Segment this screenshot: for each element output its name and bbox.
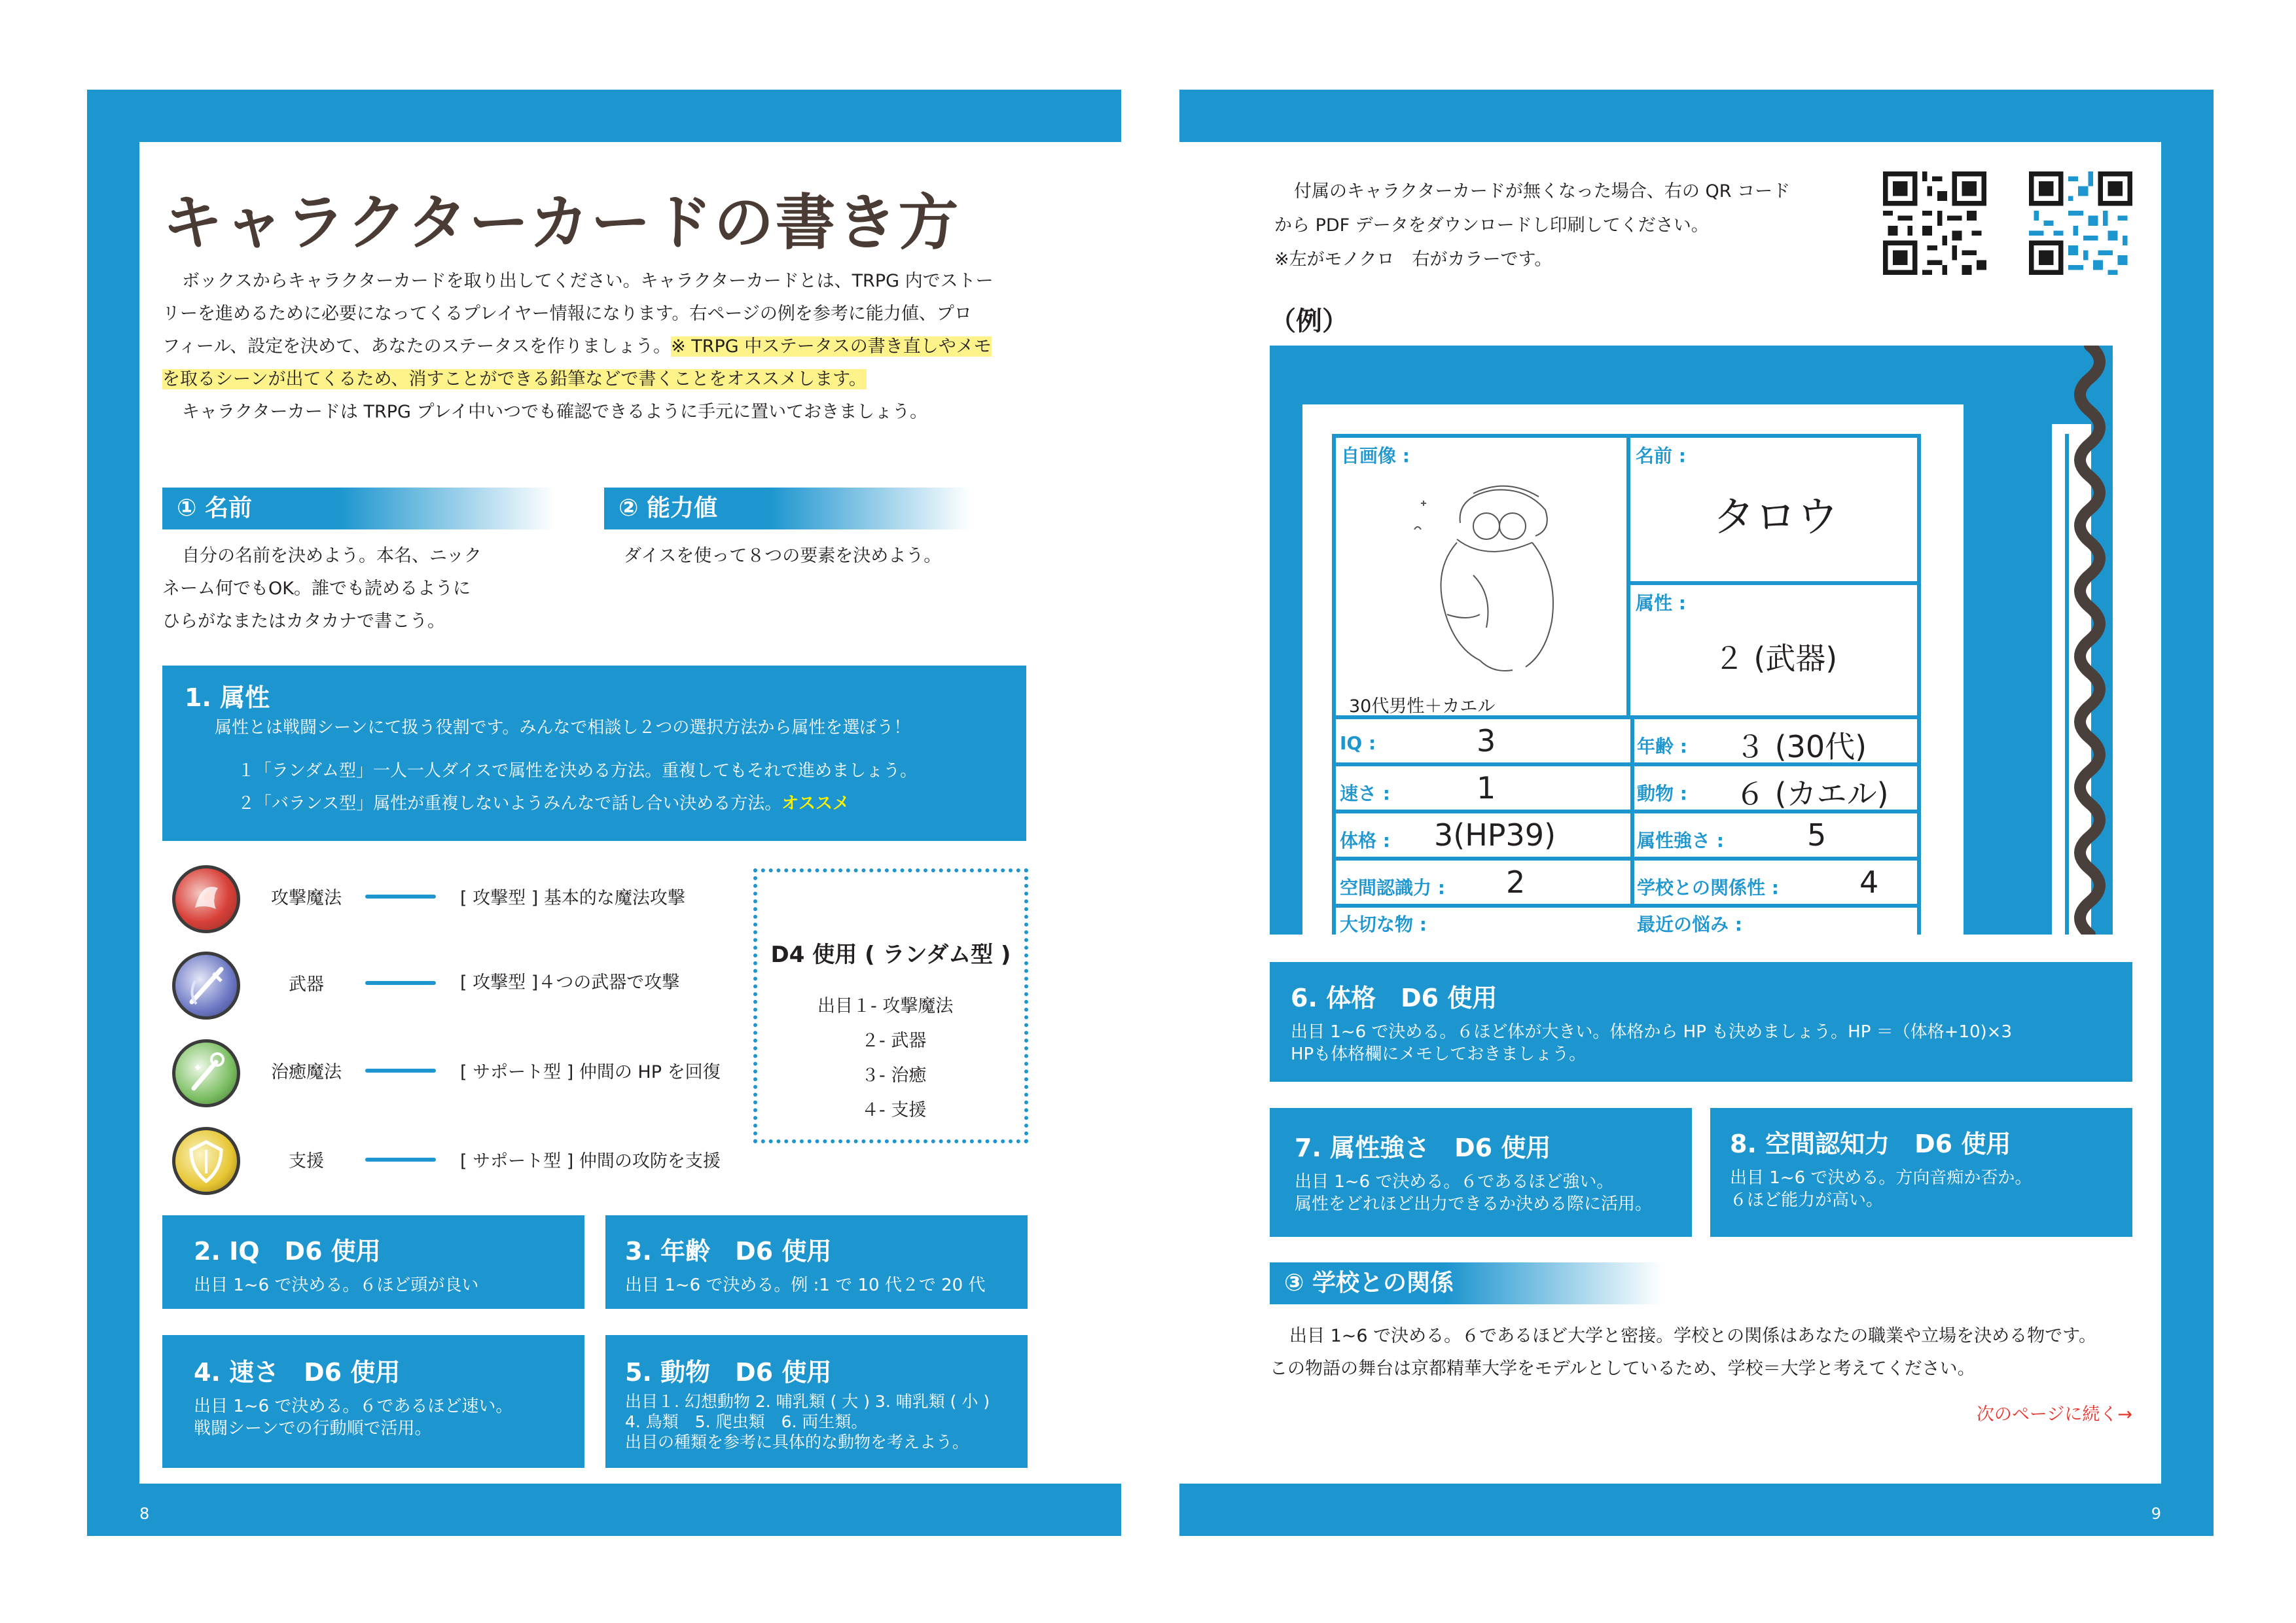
body-heading: 6. 体格 D6 使用 <box>1291 984 1498 1012</box>
page-title: キャラクターカードの書き方 <box>162 188 960 258</box>
name-line-3: ひらがなまたはカタカナで書こう。 <box>162 611 445 632</box>
age-heading: 3. 年齢 D6 使用 <box>625 1237 832 1266</box>
attrstr-label: 属性強さ : <box>1637 830 1724 851</box>
d4-result-2: ２- 武器 <box>861 1031 927 1051</box>
iq-text: 出目 1~6 で決める。６ほど頭が良い <box>194 1275 479 1295</box>
body-line-2: HPも体格欄にメモしておきましょう。 <box>1291 1044 1587 1064</box>
important-item-label: 大切な物 : <box>1340 914 1427 935</box>
body-box <box>1270 962 2132 1082</box>
space-line-2: ６ほど能力が高い。 <box>1730 1190 1884 1210</box>
attribute-box-line-1: 属性とは戦闘シーンにて扱う役割です。みんなで相談し２つの選択方法から属性を選ぼう！ <box>215 718 911 738</box>
attribute-desc-support: [ サポート型 ] 仲間の攻防を支援 <box>460 1151 721 1171</box>
d4-results <box>817 989 953 1128</box>
page-number-right: 9 <box>2151 1505 2161 1523</box>
connector-line <box>365 981 436 985</box>
animal-line-2: 4. 鳥類 5. 爬虫類 6. 両生類。 <box>625 1412 868 1431</box>
wavy-binding-icon <box>2067 346 2113 935</box>
attrstr-box <box>1270 1108 1692 1237</box>
grid-divider <box>1630 766 1634 813</box>
qr-line-3: ※左がモノクロ 右がカラーです。 <box>1274 249 1552 270</box>
grid-divider <box>1630 813 1634 861</box>
age-box <box>605 1215 1028 1309</box>
attack-magic-icon <box>172 865 240 933</box>
speed-box <box>162 1335 584 1468</box>
intro-line-3-plain: フィール、設定を決めて、あなたのステータスを作りましょう。 <box>162 336 672 357</box>
right-page <box>1179 90 2214 1536</box>
space-heading: 8. 空間認知力 D6 使用 <box>1730 1130 2011 1158</box>
name-value: タロウ <box>1713 493 1839 542</box>
animal-line-1: 出目１. 幻想動物 2. 哺乳類 ( 大 ) 3. 哺乳類 ( 小 ) <box>625 1392 990 1411</box>
speed-heading: 4. 速さ D6 使用 <box>194 1358 401 1387</box>
grid-divider <box>1630 719 1634 766</box>
space-box <box>1710 1108 2132 1237</box>
recent-worry-label: 最近の悩み : <box>1637 914 1742 935</box>
intro-line-5: キャラクターカードは TRPG プレイ中いつでも確認できるように手元に置いておきましょう。 <box>182 402 928 422</box>
body-line-1: 出目 1~6 で決める。６ほど体が大きい。体格から HP も決めましょう。HP ＝（体格+10)×3 <box>1291 1022 2012 1042</box>
school-value: 4 <box>1859 865 1879 900</box>
animal-value: ６ (カエル) <box>1735 776 1889 812</box>
qr-line-2: から PDF データをダウンロードし印刷してください。 <box>1274 215 1709 236</box>
body-label: 体格 : <box>1340 830 1390 851</box>
school-line-2: この物語の舞台は京都精華大学をモデルとしているため、学校＝大学と考えてください。 <box>1270 1359 1975 1379</box>
card-row-speed-animal <box>1336 766 1921 813</box>
attrstr-value: 5 <box>1807 817 1827 853</box>
age-label: 年齢 : <box>1637 736 1687 757</box>
school-line-1: 出目 1~6 で決める。６であるほど大学と密接。学校との関係はあなたの職業や立場を決める物です。 <box>1289 1326 2096 1346</box>
example-character-card <box>1270 346 2113 935</box>
iq-value: 3 <box>1477 723 1496 758</box>
left-page-content <box>139 142 1121 1484</box>
space-value: 2 <box>1506 865 1526 900</box>
iq-label: IQ : <box>1340 732 1376 754</box>
space-line-1: 出目 1~6 で決める。方向音痴か否か。 <box>1730 1168 2032 1188</box>
frog-portrait-icon <box>1395 464 1591 687</box>
intro-highlight-1: ※ TRPG 中ステータスの書き直しやメモ <box>671 336 992 357</box>
attribute-list <box>162 865 738 1219</box>
school-section-heading: ③ 学校との関係 <box>1270 1262 1662 1304</box>
name-cell <box>1630 438 1921 585</box>
connector-line <box>365 1158 436 1162</box>
name-line-1: 自分の名前を決めよう。本名、ニック <box>182 546 482 566</box>
portrait-cell <box>1336 438 1630 719</box>
name-line-2: ネーム何でもOK。誰でも読めるように <box>162 579 471 599</box>
ability-section-heading: ② 能力値 <box>604 488 971 529</box>
qr-instructions <box>1274 175 1929 277</box>
card-grid <box>1332 434 1921 935</box>
attribute-box-line-3-plain: ２「バランス型」属性が重複しないようみんなで話し合い決める方法。 <box>238 794 782 813</box>
attr-label: 属性 : <box>1636 592 1686 614</box>
support-icon <box>172 1127 240 1195</box>
iq-heading: 2. IQ D6 使用 <box>194 1237 381 1266</box>
speed-value: 1 <box>1477 770 1496 806</box>
attribute-desc-attack-magic: [ 攻撃型 ] 基本的な魔法攻撃 <box>460 888 685 908</box>
qr-line-1: 付属のキャラクターカードが無くなった場合、右の QR コード <box>1294 181 1791 202</box>
space-label: 空間認識力 : <box>1340 877 1445 899</box>
intro-text <box>162 265 1105 429</box>
recommend-emphasis: オススメ <box>781 794 850 813</box>
name-section-heading: ① 名前 <box>162 488 555 529</box>
iq-box <box>162 1215 584 1309</box>
attrstr-heading: 7. 属性強さ D6 使用 <box>1295 1133 1551 1162</box>
animal-box <box>605 1335 1028 1468</box>
school-label: 学校との関係性 : <box>1637 877 1779 899</box>
age-value: ３ (30代) <box>1735 729 1867 764</box>
speed-line-2: 戦闘シーンでの行動順で活用。 <box>194 1419 432 1438</box>
portrait-caption: 30代男性＋カエル <box>1349 696 1496 717</box>
intro-line-2: リーを進めるために必要になってくるプレイヤー情報になります。右ページの例を参考に能力値、プロ <box>162 304 972 324</box>
speed-label: 速さ : <box>1340 783 1390 804</box>
page-number-left: 8 <box>139 1505 150 1523</box>
school-section-text <box>1270 1320 2134 1385</box>
attribute-desc-heal-magic: [ サポート型 ] 仲間の HP を回復 <box>460 1062 721 1082</box>
attribute-name-weapon: 武器 <box>289 974 324 995</box>
weapon-icon <box>172 952 240 1020</box>
d4-heading: D4 使用 ( ランダム型 ) <box>770 942 1011 968</box>
example-label: （例） <box>1270 306 1348 336</box>
attribute-box-line-2: １「ランダム型」一人一人ダイスで属性を決める方法。重複してもそれで進めましょう。 <box>238 761 918 781</box>
body-value: 3(HP39) <box>1434 817 1556 853</box>
attribute-desc-weapon: [ 攻撃型 ]４つの武器で攻撃 <box>460 972 680 993</box>
heal-magic-icon <box>172 1039 240 1107</box>
animal-label: 動物 : <box>1637 783 1687 804</box>
next-page-link[interactable]: 次のページに続く→ <box>1976 1404 2132 1425</box>
attribute-box <box>162 666 1026 841</box>
attribute-name-heal-magic: 治癒魔法 <box>271 1062 342 1082</box>
card-row-iq-age <box>1336 719 1921 766</box>
connector-line <box>365 1069 436 1073</box>
animal-line-3: 出目の種類を参考に具体的な動物を考えよう。 <box>625 1433 969 1452</box>
attribute-name-attack-magic: 攻撃魔法 <box>271 888 342 908</box>
attribute-box-line-3 <box>238 793 850 815</box>
name-label: 名前 : <box>1636 445 1686 467</box>
age-text: 出目 1~6 で決める。例 :1 で 10 代２で 20 代 <box>625 1275 986 1295</box>
card-row-body-attrstr <box>1336 813 1921 861</box>
card-sheet <box>1302 404 1964 935</box>
right-page-content <box>1179 142 2161 1484</box>
attrstr-line-2: 属性をどれほど出力できるか決める際に活用。 <box>1295 1194 1653 1214</box>
intro-line-3 <box>162 330 1105 363</box>
speed-line-1: 出目 1~6 で決める。６であるほど速い。 <box>194 1397 513 1416</box>
d4-random-table <box>753 868 1028 1143</box>
attr-value: ２ (武器) <box>1713 641 1838 676</box>
intro-highlight-2: を取るシーンが出てくるため、消すことができる鉛筆などで書くことをオススメします。 <box>162 369 867 389</box>
card-row-space-school <box>1336 861 1921 908</box>
name-section-text <box>162 540 568 638</box>
intro-line-1: ボックスからキャラクターカードを取り出してください。キャラクターカードとは、TRPG 内でストー <box>182 271 994 291</box>
connector-line <box>365 895 436 899</box>
grid-divider <box>1630 861 1634 908</box>
attribute-name-support: 支援 <box>289 1151 324 1171</box>
portrait-label: 自画像 : <box>1341 445 1410 467</box>
ability-section-text: ダイスを使って８つの要素を決めよう。 <box>624 546 942 566</box>
attribute-box-heading: 1. 属性 <box>185 683 270 712</box>
attr-cell <box>1630 585 1921 719</box>
qr-code-color-icon[interactable] <box>2029 171 2132 275</box>
attrstr-line-1: 出目 1~6 で決める。６であるほど強い。 <box>1295 1172 1614 1192</box>
left-page <box>87 90 1121 1536</box>
animal-heading: 5. 動物 D6 使用 <box>625 1358 832 1387</box>
d4-result-3: ３- 治癒 <box>861 1065 927 1086</box>
d4-result-4: ４- 支援 <box>861 1100 927 1120</box>
d4-result-1: 出目１- 攻撃魔法 <box>817 996 954 1016</box>
qr-code-monochrome-icon[interactable] <box>1883 171 1986 275</box>
